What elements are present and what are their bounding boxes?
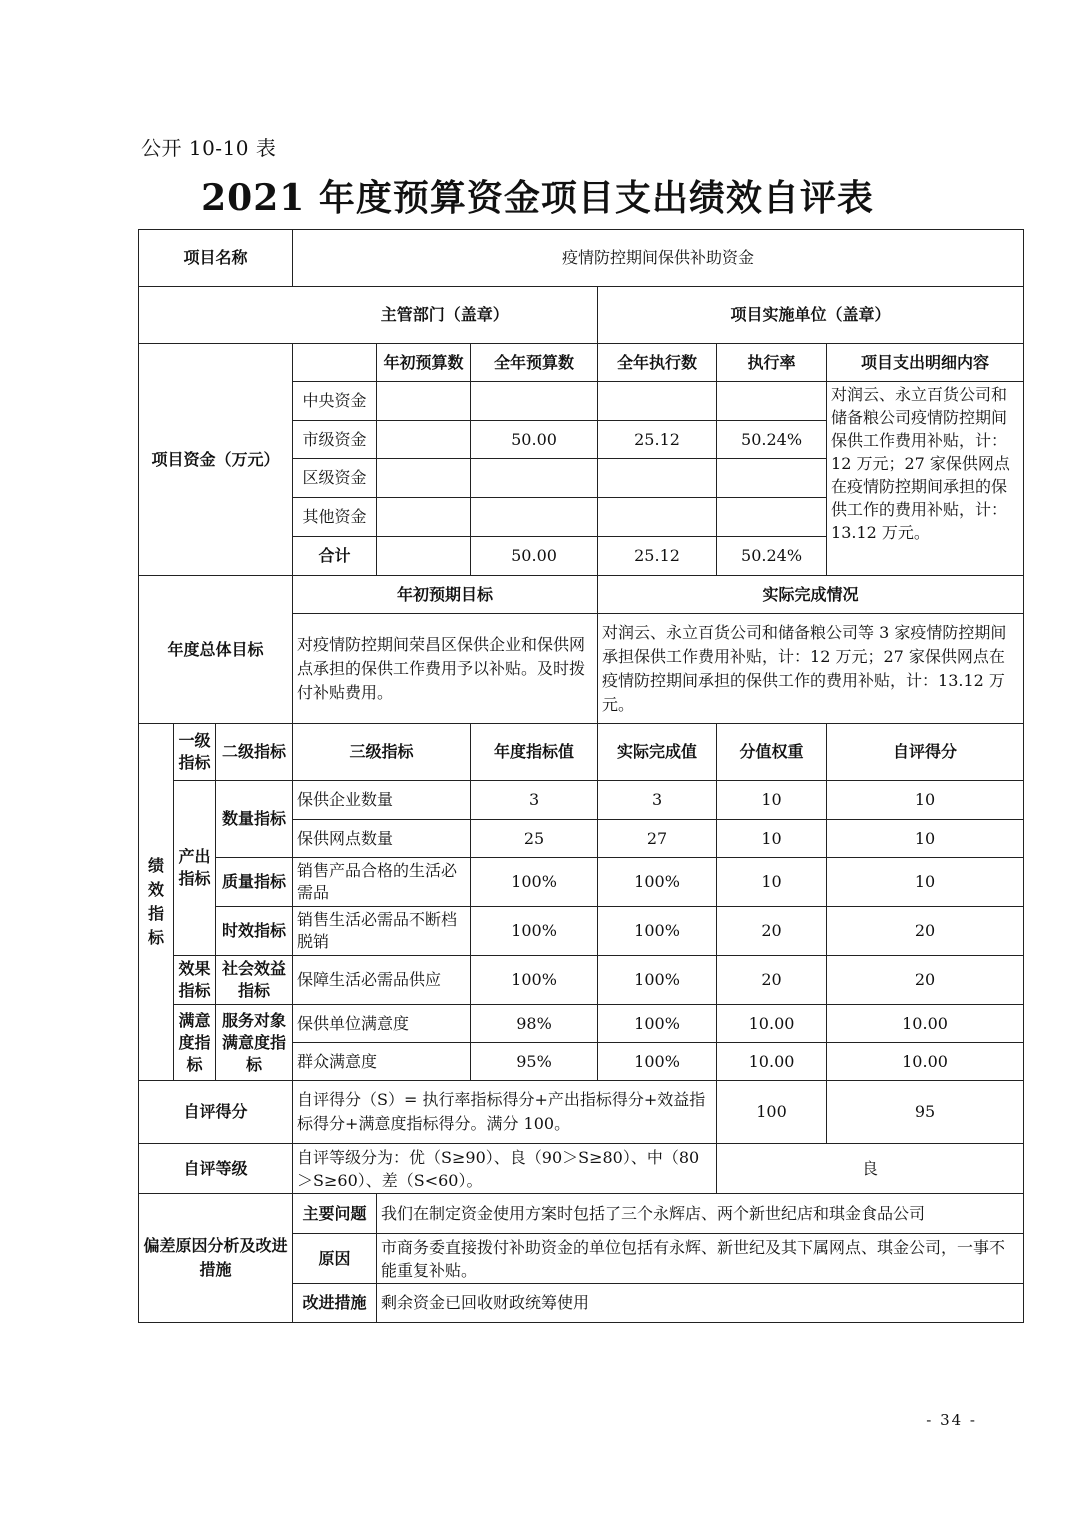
- perf-row-actual: 3: [598, 781, 717, 820]
- perf-row-name: 群众满意度: [293, 1043, 471, 1081]
- perf-header-level2: 二级指标: [216, 724, 293, 781]
- deviation-measure: 剩余资金已回收财政统筹使用: [377, 1284, 1024, 1323]
- perf-row-actual: 100%: [598, 858, 717, 907]
- page-number: - 34 -: [926, 1411, 977, 1429]
- funds-header-blank: [293, 344, 377, 382]
- perf-group-social: 社会效益指标: [216, 956, 293, 1005]
- deviation-reason: 市商务委直接拨付补助资金的单位包括有永辉、新世纪及其下属网点、琪金公司，一事不能重复补贴。: [377, 1234, 1024, 1284]
- funds-row-rate: [717, 382, 827, 421]
- self-score-desc: 自评得分（S）= 执行率指标得分+产出指标得分+效益指标得分+满意度指标得分。满分 100。: [293, 1081, 717, 1144]
- goals-actual: 对润云、永立百货公司和储备粮公司等 3 家疫情防控期间承担保供工作费用补贴，计：12 万元；27 家保供网点在疫情防控期间承担的保供工作的费用补贴，计：13.12 万元。: [598, 614, 1024, 724]
- perf-group-quality: 质量指标: [216, 858, 293, 907]
- funds-row-executed: 25.12: [598, 537, 717, 576]
- page-title: 2021 年度预算资金项目支出绩效自评表: [201, 177, 874, 219]
- funds-row-annual: [471, 498, 598, 537]
- perf-row-target: 98%: [471, 1005, 598, 1043]
- deviation-problem: 我们在制定资金使用方案时包括了三个永辉店、两个新世纪店和琪金食品公司: [377, 1194, 1024, 1234]
- funds-detail: 对润云、永立百货公司和储备粮公司疫情防控期间保供工作费用补贴，计：12 万元；27 家保供网点在疫情防控期间承担的保供工作的费用补贴，计：13.12 万元。: [827, 382, 1024, 576]
- funds-row-rate: [717, 459, 827, 498]
- perf-row-weight: 10: [717, 781, 827, 820]
- perf-row-actual: 100%: [598, 956, 717, 1005]
- perf-row-score: 10: [827, 781, 1024, 820]
- self-grade-desc: 自评等级分为：优（S≥90）、良（90＞S≥80）、中（80＞S≥60）、差（S<60）。: [293, 1144, 717, 1194]
- funds-row-name: 中央资金: [293, 382, 377, 421]
- funds-row-name: 市级资金: [293, 421, 377, 459]
- perf-row-weight: 10: [717, 858, 827, 907]
- perf-row-actual: 27: [598, 820, 717, 858]
- perf-row-name: 保供企业数量: [293, 781, 471, 820]
- evaluation-table: [138, 229, 1024, 1323]
- perf-header-weight: 分值权重: [717, 724, 827, 781]
- funds-header-detail: 项目支出明细内容: [827, 344, 1024, 382]
- funds-row-rate: [717, 498, 827, 537]
- perf-row-score: 20: [827, 956, 1024, 1005]
- perf-row-name: 保障生活必需品供应: [293, 956, 471, 1005]
- project-name-label: 项目名称: [139, 230, 293, 287]
- perf-row-target: 25: [471, 820, 598, 858]
- perf-row-actual: 100%: [598, 907, 717, 956]
- dept-label: 主管部门（盖章）: [293, 287, 598, 344]
- deviation-problem-label: 主要问题: [293, 1194, 377, 1234]
- funds-row-executed: [598, 498, 717, 537]
- perf-row-score: 10.00: [827, 1043, 1024, 1081]
- perf-row-name: 销售生活必需品不断档脱销: [293, 907, 471, 956]
- form-code: 公开 10-10 表: [141, 136, 277, 160]
- funds-header-executed: 全年执行数: [598, 344, 717, 382]
- perf-group-service: 服务对象满意度指标: [216, 1005, 293, 1081]
- funds-total-name: 合计: [293, 537, 377, 576]
- impl-unit-label: 项目实施单位（盖章）: [598, 287, 1024, 344]
- funds-row-initial: [377, 421, 471, 459]
- project-name-value: 疫情防控期间保供补助资金: [293, 230, 1024, 287]
- funds-row-rate: 50.24%: [717, 421, 827, 459]
- perf-row-target: 100%: [471, 956, 598, 1005]
- perf-row-weight: 10.00: [717, 1005, 827, 1043]
- perf-row-score: 20: [827, 907, 1024, 956]
- funds-row-initial: [377, 537, 471, 576]
- perf-row-target: 95%: [471, 1043, 598, 1081]
- goals-expected-label: 年初预期目标: [293, 576, 598, 614]
- self-grade-value: 良: [717, 1144, 1024, 1194]
- self-grade-label: 自评等级: [139, 1144, 293, 1194]
- perf-row-weight: 20: [717, 907, 827, 956]
- funds-header-initial: 年初预算数: [377, 344, 471, 382]
- funds-row-annual: 50.00: [471, 421, 598, 459]
- goals-actual-label: 实际完成情况: [598, 576, 1024, 614]
- perf-header-level1: 一级指标: [174, 724, 216, 781]
- funds-row-annual: [471, 382, 598, 421]
- self-score-full: 100: [717, 1081, 827, 1144]
- perf-row-target: 3: [471, 781, 598, 820]
- perf-row-name: 保供单位满意度: [293, 1005, 471, 1043]
- funds-row-executed: [598, 459, 717, 498]
- funds-row-initial: [377, 382, 471, 421]
- perf-row-actual: 100%: [598, 1005, 717, 1043]
- deviation-reason-label: 原因: [293, 1234, 377, 1284]
- funds-row-initial: [377, 498, 471, 537]
- perf-group-output: 产出指标: [174, 781, 216, 956]
- perf-row-score: 10: [827, 858, 1024, 907]
- perf-row-name: 销售产品合格的生活必需品: [293, 858, 471, 907]
- perf-header-score: 自评得分: [827, 724, 1024, 781]
- perf-row-score: 10: [827, 820, 1024, 858]
- funds-row-executed: 25.12: [598, 421, 717, 459]
- perf-row-name: 保供网点数量: [293, 820, 471, 858]
- perf-header-target: 年度指标值: [471, 724, 598, 781]
- perf-row-weight: 20: [717, 956, 827, 1005]
- perf-row-weight: 10: [717, 820, 827, 858]
- funds-row-name: 其他资金: [293, 498, 377, 537]
- self-score-label: 自评得分: [139, 1081, 293, 1144]
- perf-row-target: 100%: [471, 858, 598, 907]
- funds-header-rate: 执行率: [717, 344, 827, 382]
- perf-row-score: 10.00: [827, 1005, 1024, 1043]
- perf-row-target: 100%: [471, 907, 598, 956]
- perf-header-level3: 三级指标: [293, 724, 471, 781]
- perf-group-timeliness: 时效指标: [216, 907, 293, 956]
- perf-row-weight: 10.00: [717, 1043, 827, 1081]
- perf-group-satisfaction: 满意度指标: [174, 1005, 216, 1081]
- funds-row-annual: [471, 459, 598, 498]
- perf-row-actual: 100%: [598, 1043, 717, 1081]
- funds-header-annual: 全年预算数: [471, 344, 598, 382]
- deviation-label: 偏差原因分析及改进措施: [139, 1194, 293, 1323]
- perf-group-quantity: 数量指标: [216, 781, 293, 858]
- perf-label: 绩效指标: [139, 724, 174, 1081]
- goals-label: 年度总体目标: [139, 576, 293, 724]
- goals-expected: 对疫情防控期间荣昌区保供企业和保供网点承担的保供工作费用予以补贴。及时拨付补贴费用。: [293, 614, 598, 724]
- perf-group-effect: 效果指标: [174, 956, 216, 1005]
- deviation-measure-label: 改进措施: [293, 1284, 377, 1323]
- funds-label: 项目资金（万元）: [139, 344, 293, 576]
- funds-row-annual: 50.00: [471, 537, 598, 576]
- funds-row-initial: [377, 459, 471, 498]
- funds-row-name: 区级资金: [293, 459, 377, 498]
- self-score-value: 95: [827, 1081, 1024, 1144]
- perf-header-actual: 实际完成值: [598, 724, 717, 781]
- funds-row-executed: [598, 382, 717, 421]
- funds-row-rate: 50.24%: [717, 537, 827, 576]
